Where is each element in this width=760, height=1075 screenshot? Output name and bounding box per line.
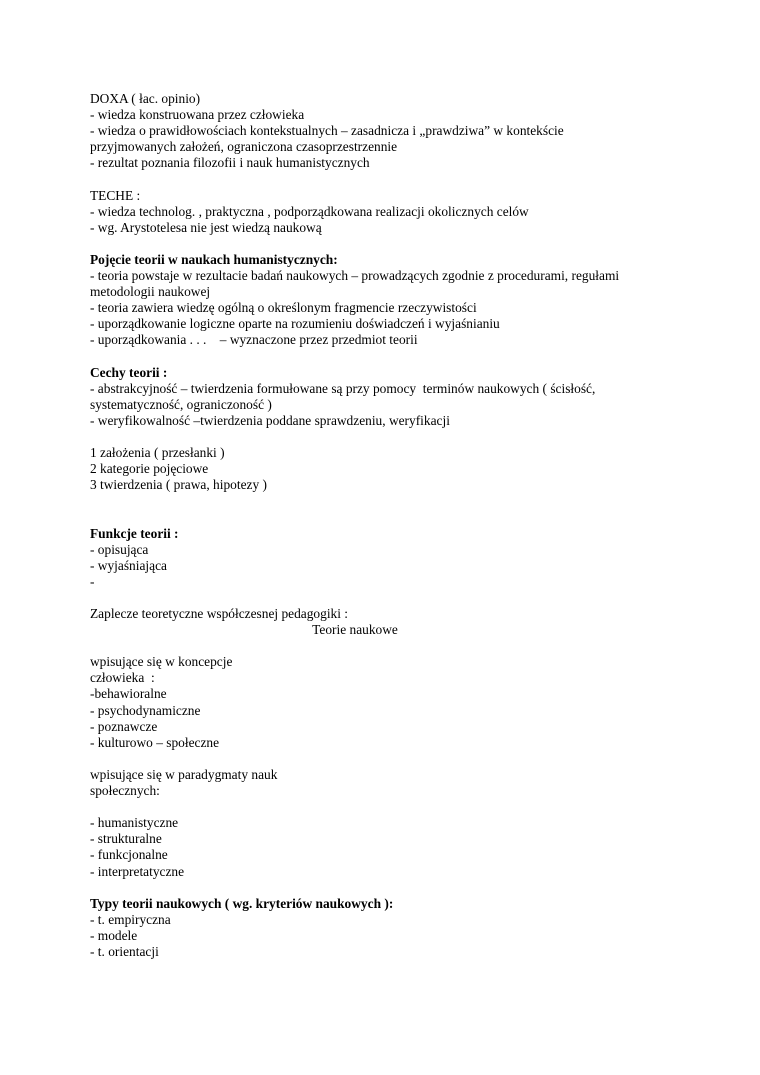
teche-item: - wg. Arystotelesa nie jest wiedzą naukową [90, 219, 322, 235]
pojecie-item: - teoria zawiera wiedzę ogólną o określonym fragmencie rzeczywistości [90, 300, 477, 316]
doxa-item: - rezultat poznania filozofii i nauk humanistycznych [90, 155, 370, 171]
paradygmaty-item: - funkcjonalne [90, 847, 168, 863]
cechy-item: - abstrakcyjność – twierdzenia formułowane są przy pomocy terminów naukowych ( ścisłość, [90, 380, 596, 396]
doxa-item: przyjmowanych założeń, ograniczona czasoprzestrzennie [90, 139, 398, 155]
numbered-item: 3 twierdzenia ( prawa, hipotezy ) [90, 477, 267, 493]
koncepcje-item: - psychodynamiczne [90, 702, 201, 718]
typy-item: - t. empiryczna [90, 911, 171, 927]
koncepcje-intro: wpisujące się w koncepcje [90, 654, 233, 670]
koncepcje-item: - poznawcze [90, 718, 158, 734]
koncepcje-item: -behawioralne [90, 686, 167, 702]
paradygmaty-item: - interpretatyczne [90, 863, 185, 879]
numbered-item: 2 kategorie pojęciowe [90, 461, 209, 477]
funkcje-item: - wyjaśniająca [90, 557, 167, 573]
doxa-heading: DOXA ( łac. opinio) [90, 91, 201, 106]
document-content [90, 91, 710, 960]
koncepcje-item: - kulturowo – społeczne [90, 734, 220, 750]
doxa-item: - wiedza konstruowana przez człowieka [90, 107, 305, 123]
pojecie-item: metodologii naukowej [90, 284, 211, 300]
pojecie-item: - teoria powstaje w rezultacie badań naukowych – prowadzących zgodnie z procedurami, regułami [90, 268, 620, 284]
typy-item: - modele [90, 927, 138, 943]
zaplecze-line: Zaplecze teoretyczne współczesnej pedagogiki : [90, 606, 349, 621]
typy-heading: Typy teorii naukowych ( wg. kryteriów naukowych ): [90, 895, 394, 911]
pojecie-heading: Pojęcie teorii w naukach humanistycznych: [90, 251, 338, 267]
cechy-heading: Cechy teorii : [90, 364, 168, 380]
typy-item: - t. orientacji [90, 943, 159, 959]
koncepcje-intro: człowieka : [90, 670, 155, 686]
paradygmaty-item: - humanistyczne [90, 815, 179, 831]
numbered-item: 1 założenia ( przesłanki ) [90, 445, 225, 461]
cechy-item: systematyczność, ograniczoność ) [90, 396, 272, 412]
funkcje-item: - opisująca [90, 541, 149, 557]
teche-heading: TECHE : [90, 187, 141, 203]
paradygmaty-intro: wpisujące się w paradygmaty nauk [90, 766, 278, 782]
teorie-naukowe-label: Teorie naukowe [312, 622, 398, 638]
pojecie-item: - uporządkowanie logiczne oparte na rozumieniu doświadczeń i wyjaśnianiu [90, 316, 500, 332]
funkcje-heading: Funkcje teorii : [90, 525, 179, 541]
doxa-item: - wiedza o prawidłowościach kontekstualnych – zasadnicza i „prawdziwa” w kontekście [90, 123, 564, 139]
paradygmaty-intro: społecznych: [90, 783, 160, 799]
pojecie-item: - uporządkowania . . . – wyznaczone przez przedmiot teorii [90, 332, 418, 348]
funkcje-item: - [90, 573, 95, 589]
teche-item: - wiedza technolog. , praktyczna , podporządkowana realizacji okolicznych celów [90, 203, 529, 219]
paradygmaty-item: - strukturalne [90, 831, 162, 847]
cechy-item: - weryfikowalność –twierdzenia poddane sprawdzeniu, weryfikacji [90, 412, 450, 428]
